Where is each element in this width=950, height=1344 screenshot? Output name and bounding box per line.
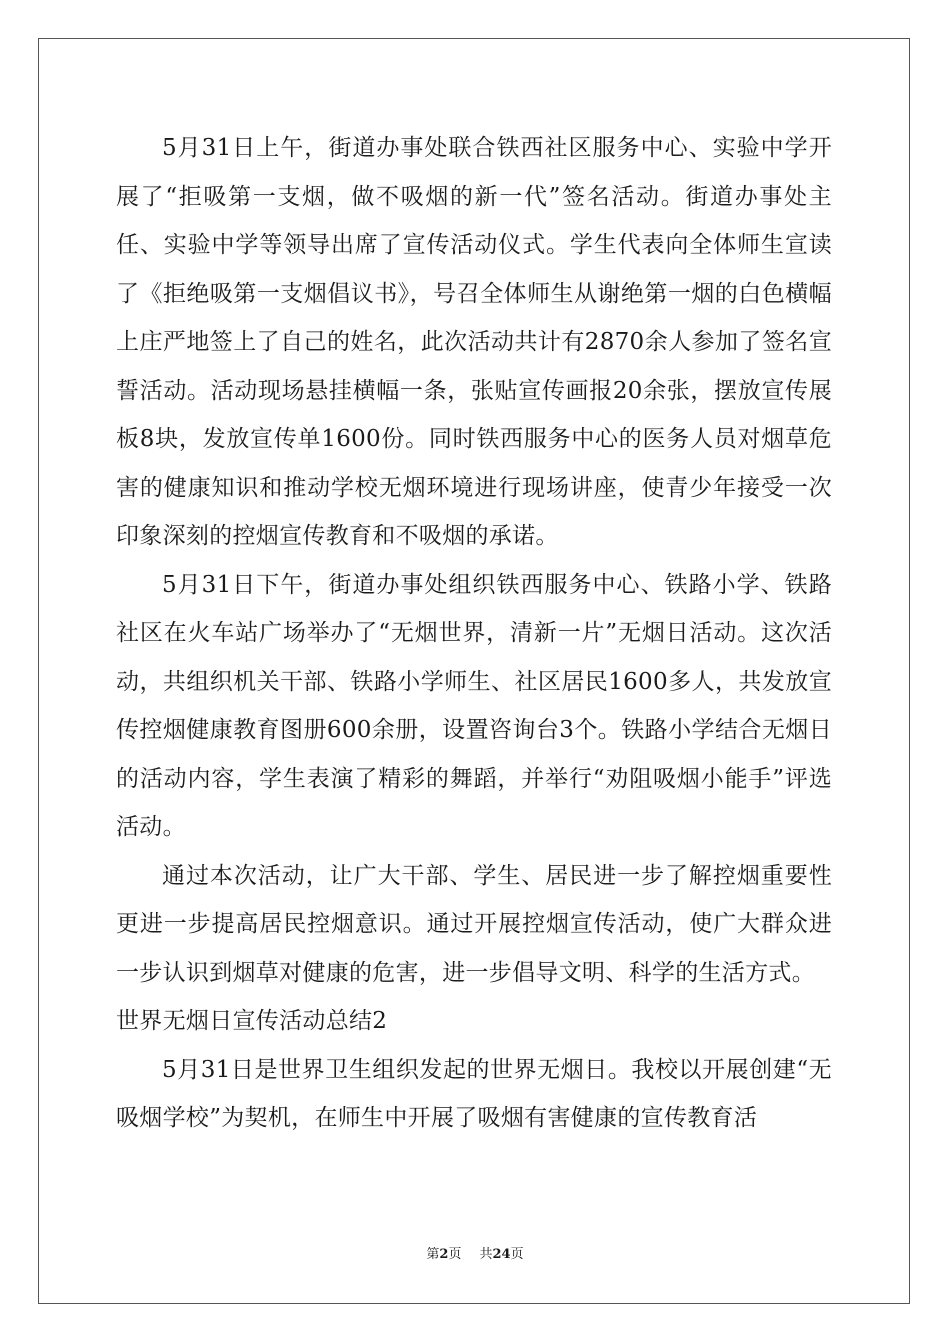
paragraph-4: 5月31日是世界卫生组织发起的世界无烟日。我校以开展创建“无吸烟学校”为契机，在师生中开展了吸烟有害健康的宣传教育活 xyxy=(116,1056,832,1131)
page-total: 24 xyxy=(492,1247,511,1262)
page-current: 2 xyxy=(439,1247,449,1262)
total-unit: 页 xyxy=(510,1247,524,1262)
paragraph-2: 5月31日下午，街道办事处组织铁西服务中心、铁路小学、铁路社区在火车站广场举办了“无烟世界，清新一片”无烟日活动。这次活动，共组织机关干部、铁路小学师生、社区居民1600多人，共发放宣传控烟健康教育图册600余册，设置咨询台3个。铁路小学结合无烟日的活动内容，学生表演了精彩的舞蹈，并举行“劝阻吸烟小能手”评选活动。 xyxy=(116,571,832,840)
page-prefix: 第 xyxy=(426,1247,440,1262)
paragraph-3: 通过本次活动，让广大干部、学生、居民进一步了解控烟重要性更进一步提高居民控烟意识。通过开展控烟宣传活动，使广大群众进一步认识到烟草对健康的危害，进一步倡导文明、科学的生活方式。 xyxy=(116,862,832,986)
section-heading: 世界无烟日宣传活动总结2 xyxy=(116,1008,388,1034)
page-unit: 页 xyxy=(448,1247,462,1262)
total-prefix: 共 xyxy=(479,1247,493,1262)
page-footer xyxy=(0,1246,950,1264)
paragraph-1: 5月31日上午，街道办事处联合铁西社区服务中心、实验中学开展了“拒吸第一支烟，做不吸烟的新一代”签名活动。街道办事处主任、实验中学等领导出席了宣传活动仪式。学生代表向全体师生宣读了《拒绝吸第一支烟倡议书》，号召全体师生从谢绝第一烟的白色横幅上庄严地签上了自己的姓名，此次活动共计有2870余人参加了签名宣誓活动。活动现场悬挂横幅一条，张贴宣传画报20余张，摆放宣传展板8块，发放宣传单1600份。同时铁西服务中心的医务人员对烟草危害的健康知识和推动学校无烟环境进行现场讲座，使青少年接受一次印象深刻的控烟宣传教育和不吸烟的承诺。 xyxy=(116,135,832,549)
document-body xyxy=(116,124,832,1143)
